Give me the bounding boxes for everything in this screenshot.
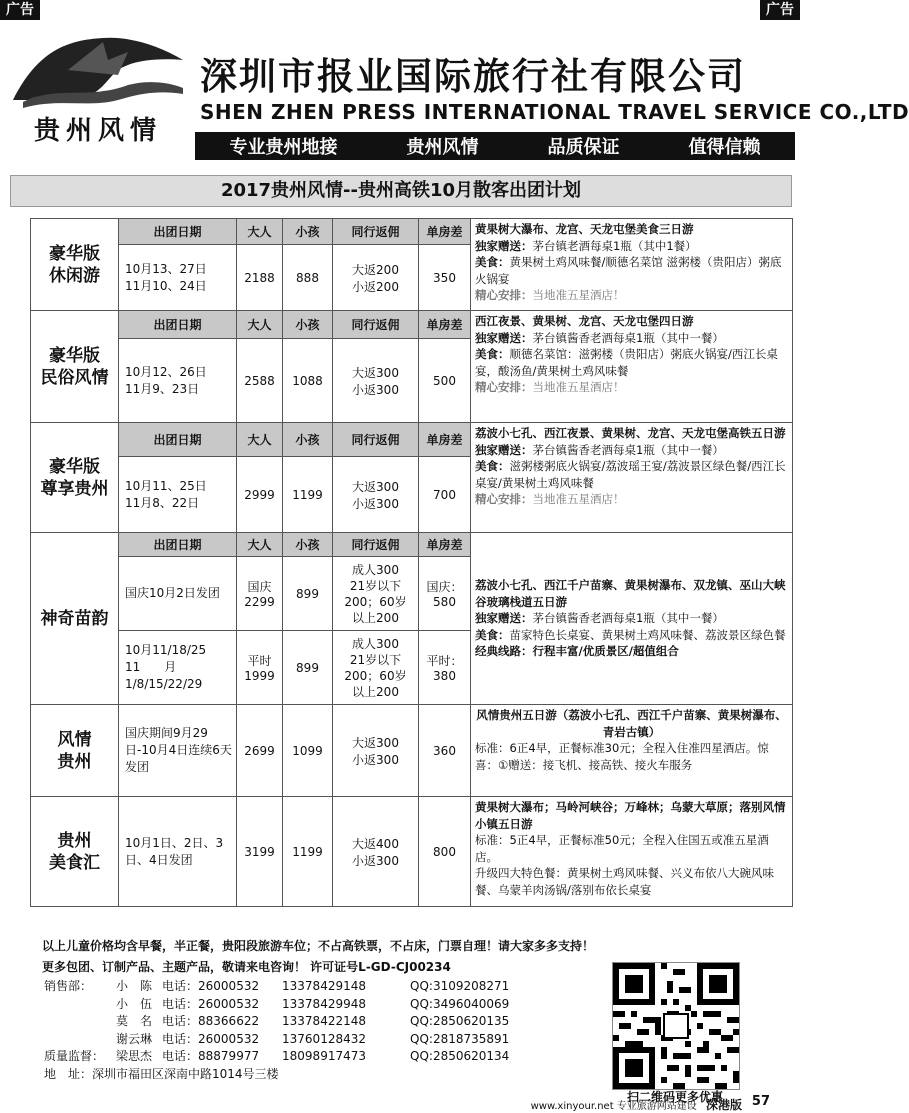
food-label: 美食： bbox=[475, 255, 510, 269]
category-cell: 风情 贵州 bbox=[31, 705, 119, 797]
child-price: 1199 bbox=[283, 457, 333, 533]
table-row bbox=[31, 219, 793, 245]
food-text: 苗家特色长桌宴、黄果树土鸡风味餐、荔波景区绿色餐 bbox=[509, 627, 786, 642]
food-text: 黄果树土鸡风味餐/顺德名菜馆 滋粥楼（贵阳店）粥底火锅宴 bbox=[475, 255, 782, 286]
contact-role: 销售部： bbox=[44, 979, 93, 993]
gift-text: 茅台镇老酒每桌1瓶（其中1餐） bbox=[532, 238, 697, 253]
qr-caption: 扫二维码更多优惠 bbox=[626, 1090, 723, 1104]
package-desc bbox=[471, 219, 793, 311]
contact-tel-label: 电话： bbox=[162, 1031, 199, 1046]
food-label: 美食： bbox=[475, 459, 510, 473]
notes-line-2: 更多包团、订制产品、主题产品，敬请来电咨询！ 许可证号L-GD-CJ00234 bbox=[42, 960, 451, 974]
category-cell: 豪华版 民俗风情 bbox=[31, 311, 119, 423]
date-cell: 10月1日、2日、3日、4日发团 bbox=[119, 797, 237, 907]
single-cell: 800 bbox=[419, 797, 471, 907]
package-title: 西江夜景、黄果树、龙宫、天龙屯堡四日游 bbox=[475, 314, 694, 328]
adult-price: 2188 bbox=[237, 245, 283, 311]
contact-name: 小 陈 bbox=[116, 979, 153, 993]
header-date: 出团日期 bbox=[119, 219, 237, 245]
commission-cell: 成人300 21岁以下 200；60岁 以上200 bbox=[333, 557, 419, 631]
single-cell: 700 bbox=[419, 457, 471, 533]
contact-qq: QQ:2850620134 bbox=[410, 1049, 510, 1063]
slogan-2: 贵州风情 bbox=[406, 137, 479, 158]
contact-tel-label: 电话： bbox=[162, 979, 199, 993]
hotel-text: 当地准五星酒店！ bbox=[532, 288, 625, 302]
footer-site-text: www.xinyour.net 专业旅游网站建设 bbox=[530, 1101, 697, 1112]
child-price: 899 bbox=[283, 557, 333, 631]
adult-price: 2699 bbox=[237, 705, 283, 797]
logo-text: 贵州风情 bbox=[33, 116, 162, 146]
food-label: 美食： bbox=[475, 627, 510, 642]
hotel-text: 当地准五星酒店！ bbox=[532, 380, 625, 394]
single-cell: 国庆： 580 bbox=[419, 557, 471, 631]
list-item bbox=[44, 1031, 509, 1049]
package-title: 荔波小七孔、西江千户苗寨、黄果树瀑布、双龙镇、巫山大峡谷玻璃栈道五日游 bbox=[475, 578, 786, 609]
date-cell: 10月13、27日 11月10、24日 bbox=[119, 245, 237, 311]
slogan-bar bbox=[195, 132, 795, 160]
package-desc bbox=[471, 533, 793, 705]
single-cell: 平时： 380 bbox=[419, 631, 471, 705]
hotel-text: 当地准五星酒店！ bbox=[532, 492, 625, 506]
gift-label: 独家赠送： bbox=[475, 611, 533, 626]
table-row bbox=[31, 797, 793, 907]
food-text: 顺德名菜馆：滋粥楼（贵阳店）粥底火锅宴/西江长桌宴，酸汤鱼/黄果树土鸡风味餐 bbox=[475, 347, 778, 378]
header-child: 小孩 bbox=[283, 423, 333, 457]
header-adult: 大人 bbox=[237, 423, 283, 457]
contact-tel: 88879977 bbox=[198, 1049, 260, 1063]
route-label: 经典线路： bbox=[475, 644, 533, 659]
date-cell: 10月11、25日 11月8、22日 bbox=[119, 457, 237, 533]
slogan-4: 值得信赖 bbox=[688, 137, 761, 158]
header-child: 小孩 bbox=[283, 311, 333, 339]
table-row bbox=[31, 423, 793, 457]
food-label: 美食： bbox=[475, 347, 510, 361]
table-row bbox=[31, 533, 793, 557]
package-desc bbox=[471, 311, 793, 423]
package-desc bbox=[471, 705, 793, 797]
contact-mobile: 13760128432 bbox=[282, 1031, 366, 1046]
contact-qq: QQ:2850620135 bbox=[410, 1014, 510, 1028]
header-single: 单房差 bbox=[419, 311, 471, 339]
food-text: 滋粥楼粥底火锅宴/荔波瑶王宴/荔波景区绿色餐/西江长桌宴/黄果树土鸡风味餐 bbox=[475, 459, 786, 490]
category-cell: 神奇苗韵 bbox=[31, 533, 119, 705]
contact-tel-label: 电话： bbox=[162, 1049, 199, 1063]
header-commission: 同行返佣 bbox=[333, 311, 419, 339]
hotel-label: 精心安排： bbox=[475, 380, 533, 394]
package-title: 荔波小七孔、西江夜景、黄果树、龙宫、天龙屯堡高铁五日游 bbox=[475, 426, 786, 440]
list-item bbox=[44, 1048, 509, 1066]
contact-mobile: 13378422148 bbox=[282, 1014, 366, 1028]
package-title: 风情贵州五日游（荔波小七孔、西江千户苗寨、黄果树瀑布、青岩古镇） bbox=[476, 708, 787, 739]
header-date: 出团日期 bbox=[119, 311, 237, 339]
page-number: 57 bbox=[751, 1094, 770, 1109]
contact-mobile: 13378429148 bbox=[282, 979, 366, 993]
list-item bbox=[44, 1013, 509, 1031]
slogan-1: 专业贵州地接 bbox=[229, 137, 338, 158]
contact-role: 质量监督： bbox=[44, 1049, 105, 1063]
header-child: 小孩 bbox=[283, 219, 333, 245]
list-item bbox=[44, 978, 509, 996]
ad-label-left: 广告 bbox=[0, 0, 40, 20]
commission-cell: 大返300 小返300 bbox=[333, 457, 419, 533]
gift-text: 茅台镇酱香老酒每桌1瓶（其中一餐） bbox=[532, 330, 724, 345]
header-single: 单房差 bbox=[419, 533, 471, 557]
adult-price: 国庆 2299 bbox=[237, 557, 283, 631]
category-cell: 贵州 美食汇 bbox=[31, 797, 119, 907]
contact-qq: QQ:3109208271 bbox=[410, 979, 510, 993]
contact-name: 小 伍 bbox=[116, 996, 153, 1011]
single-cell: 350 bbox=[419, 245, 471, 311]
list-item bbox=[44, 996, 509, 1014]
hotel-label: 精心安排： bbox=[475, 288, 533, 302]
contact-tel: 88366622 bbox=[198, 1014, 260, 1028]
child-price: 888 bbox=[283, 245, 333, 311]
package-desc bbox=[471, 797, 793, 907]
contact-role bbox=[44, 1031, 116, 1049]
contact-role bbox=[44, 996, 116, 1014]
package-standard: 标准：6正4早，正餐标准30元；全程入住准四星酒店。惊喜：①赠送：接飞机、接高铁、接火车服务 bbox=[475, 741, 769, 772]
date-cell: 国庆10月2日发团 bbox=[119, 557, 237, 631]
table-row bbox=[31, 705, 793, 797]
commission-cell: 大返300 小返300 bbox=[333, 705, 419, 797]
single-cell: 360 bbox=[419, 705, 471, 797]
package-title: 黄果树大瀑布；马岭河峡谷；万峰林；乌蒙大草原；落别风情小镇五日游 bbox=[475, 800, 786, 831]
footer-site bbox=[531, 1096, 742, 1113]
slogan-3: 品质保证 bbox=[547, 137, 620, 158]
commission-cell: 大返300 小返300 bbox=[333, 339, 419, 423]
commission-cell: 成人300 21岁以下 200；60岁 以上200 bbox=[333, 631, 419, 705]
header-date: 出团日期 bbox=[119, 423, 237, 457]
contact-list bbox=[44, 978, 509, 1083]
header-adult: 大人 bbox=[237, 311, 283, 339]
company-name-en: SHEN ZHEN PRESS INTERNATIONAL TRAVEL SERVICE CO.,LTD bbox=[200, 100, 909, 124]
child-price: 1099 bbox=[283, 705, 333, 797]
table-row bbox=[31, 311, 793, 339]
qr-code[interactable] bbox=[612, 962, 740, 1090]
date-cell: 10月12、26日 11月9、23日 bbox=[119, 339, 237, 423]
logo bbox=[8, 30, 188, 146]
contact-tel-label: 电话： bbox=[162, 996, 199, 1011]
contact-mobile: 18098917473 bbox=[282, 1049, 366, 1063]
contact-role bbox=[44, 1013, 116, 1031]
date-cell: 国庆期间9月29日-10月4日连续6天发团 bbox=[119, 705, 237, 797]
gift-text: 茅台镇酱香老酒每桌1瓶（其中一餐） bbox=[532, 611, 724, 626]
company-name-cn: 深圳市报业国际旅行社有限公司 bbox=[200, 55, 746, 98]
header-commission: 同行返佣 bbox=[333, 219, 419, 245]
commission-cell: 大返200 小返200 bbox=[333, 245, 419, 311]
gift-label: 独家赠送： bbox=[475, 238, 533, 253]
date-cell: 10月11/18/25 11 月 1/8/15/22/29 bbox=[119, 631, 237, 705]
package-extra: 升级四大特色餐：黄果树土鸡风味餐、兴义布依八大碗风味餐、乌蒙羊肉汤锅/落别布依长桌宴 bbox=[475, 866, 774, 897]
commission-cell: 大返400 小返300 bbox=[333, 797, 419, 907]
hotel-label: 精心安排： bbox=[475, 492, 533, 506]
child-price: 899 bbox=[283, 631, 333, 705]
contact-tel: 26000532 bbox=[198, 996, 260, 1011]
header-adult: 大人 bbox=[237, 533, 283, 557]
contact-name: 谢云琳 bbox=[116, 1031, 153, 1046]
single-cell: 500 bbox=[419, 339, 471, 423]
package-desc bbox=[471, 423, 793, 533]
schedule-table bbox=[30, 218, 793, 907]
contact-tel: 26000532 bbox=[198, 979, 260, 993]
contact-mobile: 13378429948 bbox=[282, 996, 366, 1011]
contact-name: 梁思杰 bbox=[116, 1049, 153, 1063]
header-commission: 同行返佣 bbox=[333, 533, 419, 557]
header-adult: 大人 bbox=[237, 219, 283, 245]
package-title: 黄果树大瀑布、龙宫、天龙屯堡美食三日游 bbox=[475, 222, 694, 236]
adult-price: 2588 bbox=[237, 339, 283, 423]
qr-code-icon bbox=[613, 963, 739, 1089]
contact-name: 莫 名 bbox=[116, 1014, 153, 1028]
address: 地 址：深圳市福田区深南中路1014号三楼 bbox=[44, 1066, 279, 1081]
adult-price: 3199 bbox=[237, 797, 283, 907]
gift-label: 独家赠送： bbox=[475, 442, 533, 457]
child-price: 1199 bbox=[283, 797, 333, 907]
category-cell: 豪华版 尊享贵州 bbox=[31, 423, 119, 533]
footer-edition: 深港版 bbox=[705, 1098, 742, 1112]
header-single: 单房差 bbox=[419, 219, 471, 245]
notes-line-1: 以上儿童价格均含早餐，半正餐，贵阳段旅游车位；不占高铁票，不占床，门票自理！请大家多多支持！ bbox=[42, 939, 595, 953]
package-standard: 标准：5正4早，正餐标准50元；全程入住国五或准五星酒店。 bbox=[475, 833, 769, 864]
category-cell: 豪华版 休闲游 bbox=[31, 219, 119, 311]
gift-text: 茅台镇酱香老酒每桌1瓶（其中一餐） bbox=[532, 442, 724, 457]
contact-qq: QQ:3496040069 bbox=[410, 996, 510, 1011]
contact-qq: QQ:2818735891 bbox=[410, 1031, 510, 1046]
adult-price: 2999 bbox=[237, 457, 283, 533]
banner-title: 2017贵州风情--贵州高铁10月散客出团计划 bbox=[10, 175, 792, 207]
header-date: 出团日期 bbox=[119, 533, 237, 557]
child-price: 1088 bbox=[283, 339, 333, 423]
header-child: 小孩 bbox=[283, 533, 333, 557]
adult-price: 平时 1999 bbox=[237, 631, 283, 705]
header-commission: 同行返佣 bbox=[333, 423, 419, 457]
ad-label-right: 广告 bbox=[760, 0, 800, 20]
contact-tel-label: 电话： bbox=[162, 1014, 199, 1028]
contact-tel: 26000532 bbox=[198, 1031, 260, 1046]
header-single: 单房差 bbox=[419, 423, 471, 457]
gift-label: 独家赠送： bbox=[475, 330, 533, 345]
route-text: 行程丰富/优质景区/超值组合 bbox=[532, 644, 679, 659]
